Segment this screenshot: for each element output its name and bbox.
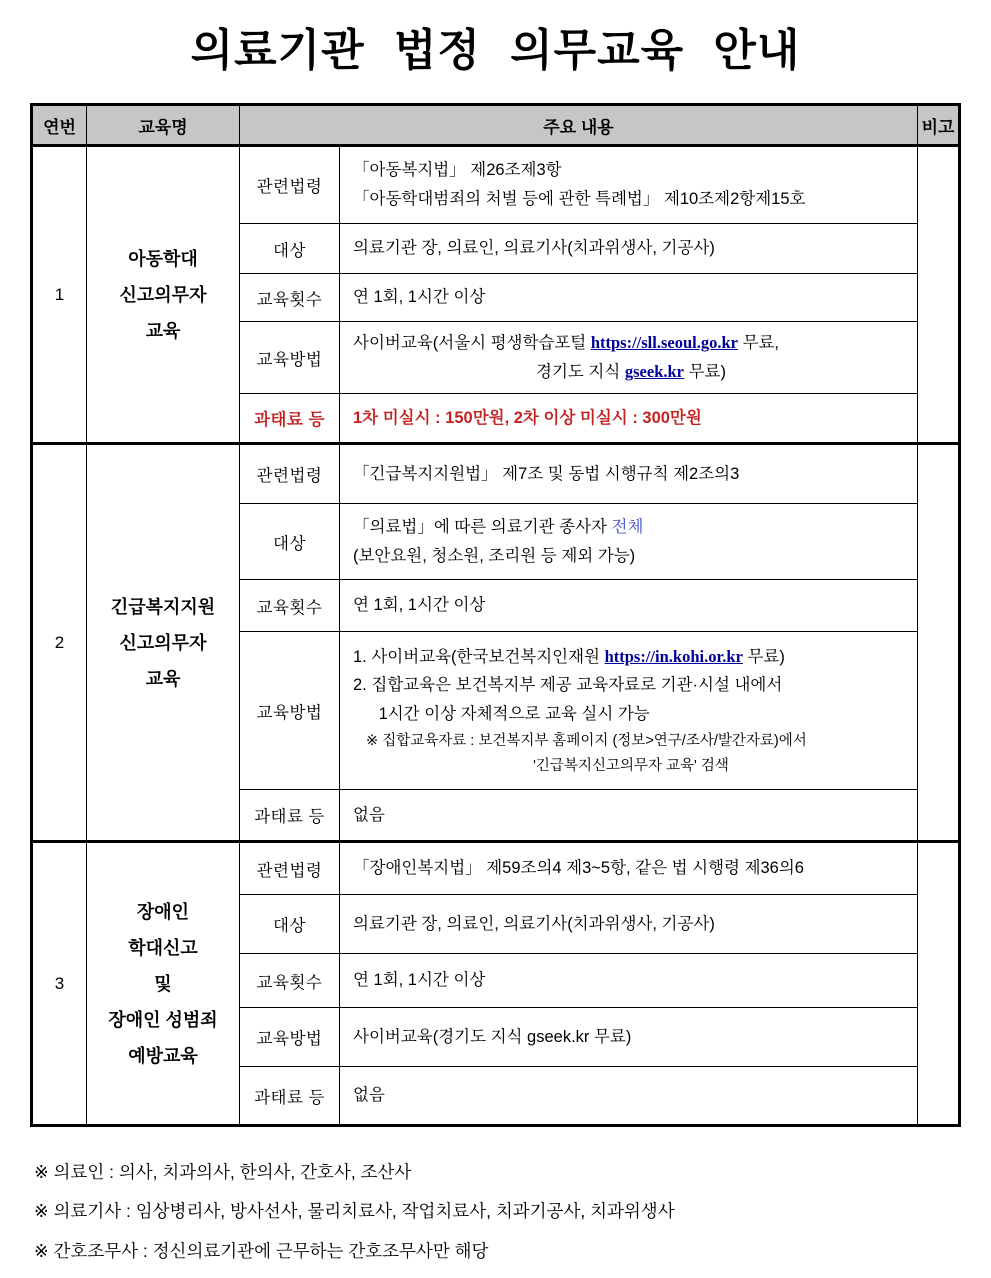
item-content-penalty (340, 1067, 918, 1126)
text-segment: 사이버교육(서울시 평생학습포털 (353, 333, 591, 352)
item-content-target (340, 224, 918, 274)
content-line (353, 754, 909, 779)
education-name-line: 장애인 (136, 901, 190, 922)
highlighted-all-text: 전체 (611, 517, 644, 536)
table-row (32, 444, 960, 504)
item-label-method: 교육방법 (240, 322, 340, 394)
education-name-cell (87, 842, 240, 1126)
text-segment: 무료, (737, 333, 780, 352)
education-name-line: 및 (154, 973, 172, 994)
content-line (353, 513, 909, 542)
text-segment: 사이버교육(경기도 지식 gseek.kr 무료) (353, 1027, 632, 1046)
text-segment: 연 1회, 1시간 이상 (353, 288, 486, 307)
item-label-related-law: 관련법령 (240, 842, 340, 895)
content-line (353, 700, 909, 729)
text-segment: 의료기관 장, 의료인, 의료기사(치과위생사, 기공사) (353, 239, 715, 258)
content-line (353, 542, 909, 571)
item-label-penalty: 과태료 등 (240, 1067, 340, 1126)
footnote-item: ※ 의료기사 : 임상병리사, 방사선사, 물리치료사, 작업치료사, 치과기공사, 치과위생사 (34, 1201, 675, 1222)
item-content-related-law (340, 842, 918, 895)
page-title: 의료기관 법정 의무교육 안내 (190, 26, 801, 75)
text-segment: (보안요원, 청소원, 조리원 등 제외 가능) (353, 546, 636, 565)
education-name-line: 신고의무자 (119, 284, 207, 305)
text-segment: 무료) (742, 647, 785, 666)
education-name-line: 예방교육 (128, 1045, 198, 1066)
content-line (353, 185, 909, 214)
item-label-frequency: 교육횟수 (240, 954, 340, 1008)
footnote-item: ※ 간호조무사 : 정신의료기관에 근무하는 간호조무사만 해당 (34, 1240, 489, 1261)
text-segment: 1시간 이상 자체적으로 교육 실시 가능 (378, 705, 650, 724)
item-label-method: 교육방법 (240, 1008, 340, 1067)
sll-seoul-link[interactable]: https://sll.seoul.go.kr (590, 332, 738, 352)
footnote-item: ※ 의료인 : 의사, 치과의사, 한의사, 간호사, 조산사 (34, 1162, 412, 1182)
content-line (353, 404, 909, 433)
table-row (32, 146, 960, 224)
item-content-target (340, 895, 918, 954)
note-cell (918, 842, 960, 1126)
text-segment: 2. 집합교육은 보건복지부 제공 교육자료로 기관·시설 내에서 (353, 676, 783, 695)
education-name-line: 학대신고 (128, 937, 198, 958)
text-segment: 연 1회, 1시간 이상 (353, 971, 486, 990)
header-cell-no: 연번 (32, 105, 87, 146)
content-line (353, 156, 909, 185)
item-label-penalty: 과태료 등 (240, 790, 340, 842)
education-name-cell (87, 444, 240, 842)
content-line (353, 460, 909, 489)
item-content-target (340, 504, 918, 580)
content-line (353, 966, 909, 995)
education-name-line: 교육 (145, 320, 181, 341)
text-segment: 「의료법」에 따른 의료기관 종사자 (353, 517, 612, 536)
kohi-link[interactable]: https://in.kohi.or.kr (604, 646, 743, 666)
item-label-penalty: 과태료 등 (240, 394, 340, 444)
content-line (353, 1081, 909, 1110)
note-cell (918, 146, 960, 444)
item-content-frequency (340, 954, 918, 1008)
item-label-method: 교육방법 (240, 632, 340, 790)
content-line (353, 234, 909, 263)
education-name-cell (87, 146, 240, 444)
text-segment: '긴급복지신고의무자 교육' 검색 (533, 757, 729, 774)
education-name-line: 신고의무자 (119, 632, 207, 653)
header-cell-content: 주요 내용 (240, 105, 918, 146)
education-table (30, 103, 961, 1127)
item-content-penalty (340, 394, 918, 444)
penalty-amount-text: 1차 미실시 : 150만원, 2차 이상 미실시 : 300만원 (353, 408, 702, 427)
text-segment: 「장애인복지법」 제59조의4 제3~5항, 같은 법 시행령 제36의6 (353, 859, 804, 878)
table-row (32, 842, 960, 895)
content-line (353, 643, 909, 672)
text-segment: 「아동복지법」 제26조제3항 (353, 161, 562, 180)
item-label-target: 대상 (240, 504, 340, 580)
header-cell-name: 교육명 (87, 105, 240, 146)
header-row (32, 105, 960, 146)
education-name-line: 아동학대 (128, 248, 198, 269)
item-label-related-law: 관련법령 (240, 444, 340, 504)
item-content-related-law (340, 146, 918, 224)
text-segment: 「아동학대범죄의 처벌 등에 관한 특례법」 제10조제2항제15호 (353, 190, 806, 208)
text-segment: 1. 사이버교육(한국보건복지인재원 (353, 647, 605, 666)
row-number-cell: 3 (32, 842, 87, 1126)
item-content-frequency (340, 274, 918, 322)
text-segment: 의료기관 장, 의료인, 의료기사(치과위생사, 기공사) (353, 914, 715, 933)
content-line (353, 283, 909, 312)
content-line (353, 854, 909, 883)
gseek-link[interactable]: gseek.kr (624, 361, 685, 381)
note-cell (918, 444, 960, 842)
row-number-cell: 1 (32, 146, 87, 444)
footnotes (34, 1153, 991, 1271)
content-line (353, 329, 909, 358)
education-name-line: 장애인 성범죄 (108, 1009, 218, 1030)
item-content-method (340, 1008, 918, 1067)
item-content-penalty (340, 790, 918, 842)
text-segment: 없음 (353, 1086, 385, 1105)
content-line (353, 1023, 909, 1052)
content-line (353, 591, 909, 620)
item-label-frequency: 교육횟수 (240, 580, 340, 632)
content-line (353, 729, 909, 754)
item-label-target: 대상 (240, 895, 340, 954)
item-content-frequency (340, 580, 918, 632)
text-segment: ※ 집합교육자료 : 보건복지부 홈페이지 (정보>연구/조사/발간자료)에서 (366, 733, 807, 750)
header-cell-note: 비고 (918, 105, 960, 146)
text-segment: 연 1회, 1시간 이상 (353, 596, 486, 615)
text-segment: 경기도 지식 (536, 362, 625, 381)
item-label-related-law: 관련법령 (240, 146, 340, 224)
item-label-frequency: 교육횟수 (240, 274, 340, 322)
row-number-cell: 2 (32, 444, 87, 842)
text-segment: 없음 (353, 805, 385, 824)
item-content-method (340, 632, 918, 790)
text-segment: 무료) (684, 362, 726, 381)
content-line (353, 671, 909, 700)
text-segment: 「긴급복지지원법」 제7조 및 동법 시행규칙 제2조의3 (353, 464, 740, 483)
item-label-target: 대상 (240, 224, 340, 274)
content-line (353, 801, 909, 830)
content-line (353, 358, 909, 387)
item-content-method (340, 322, 918, 394)
content-line (353, 910, 909, 939)
education-name-line: 교육 (145, 668, 181, 689)
item-content-related-law (340, 444, 918, 504)
education-name-line: 긴급복지지원 (110, 596, 216, 617)
